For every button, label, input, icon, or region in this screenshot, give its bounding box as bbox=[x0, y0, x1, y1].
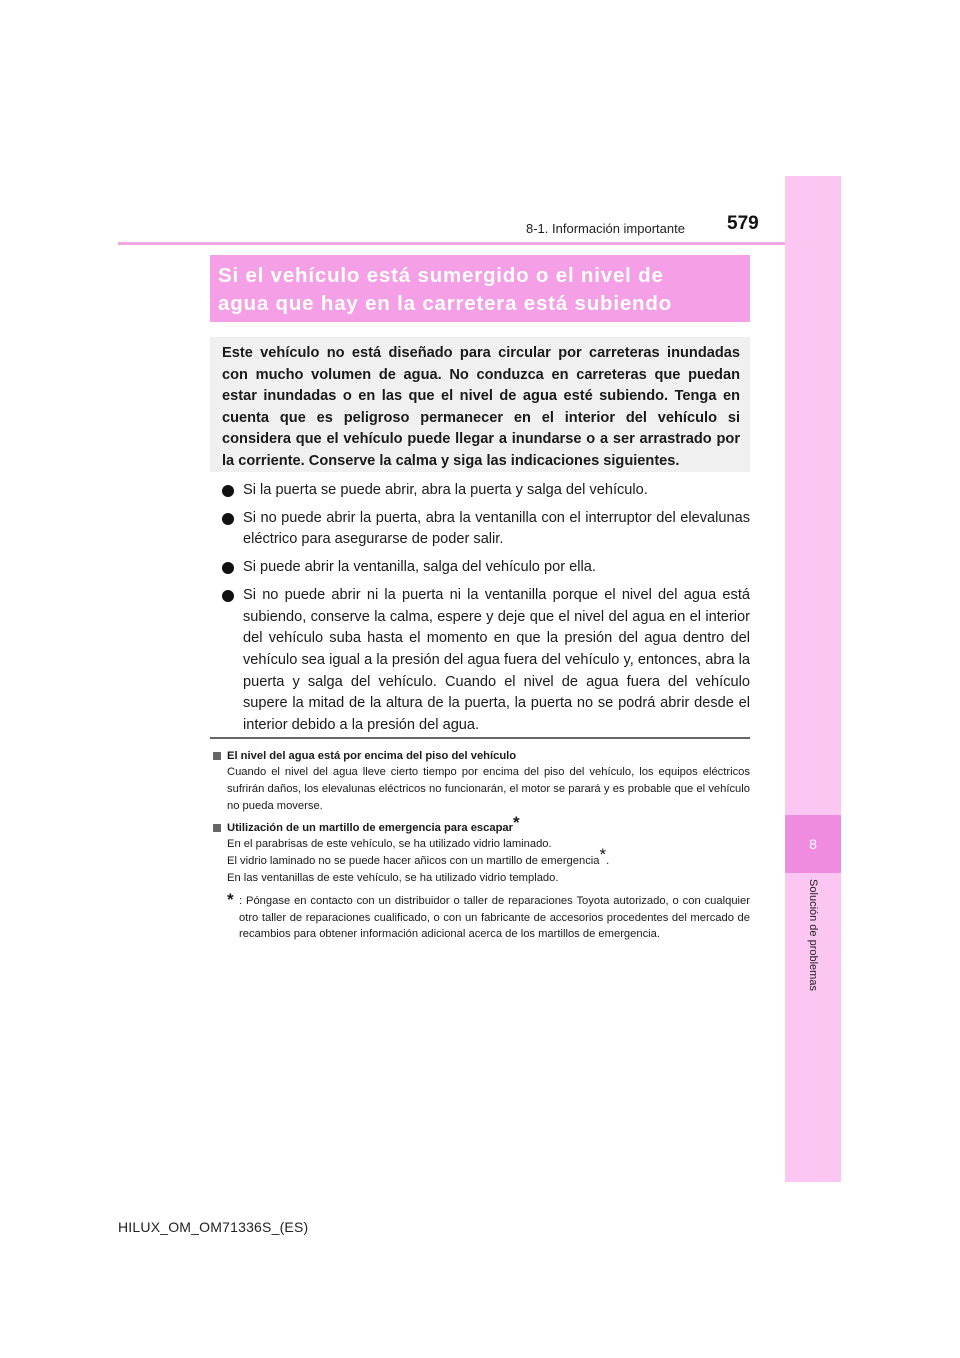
bullet-dot-icon bbox=[222, 485, 234, 497]
note-heading-text: Utilización de un martillo de emergencia para escapar bbox=[227, 822, 514, 835]
chapter-label: Solución de problemas bbox=[807, 879, 819, 991]
intro-text: Este vehículo no está diseñado para circular por carreteras inundadas con mucho volumen de agua. No conduzca en carreteras que puedan estar inundadas o en las que el nivel de agua esté subiendo. Tenga en cuenta que es peligroso permanecer en el interior del vehículo si considera que el vehículo puede llegar a inundarse o a ser arrastrado por la corriente. Conserve la calma y siga las indicaciones siguientes. bbox=[222, 345, 740, 469]
footnote-text: : Póngase en contacto con un distribuidor o taller de reparaciones Toyota autorizado, o con cualquier otro taller de reparaciones cualificado, o con un fabricante de accesorios procedentes del mercado de recambios para obtener información adicional acerca de los martillos de emergencia. bbox=[239, 894, 750, 941]
list-item bbox=[210, 508, 750, 551]
square-bullet-icon bbox=[213, 752, 221, 760]
section-title-line-1: Si el vehículo está sumergido o el nivel de bbox=[218, 264, 664, 287]
note-line-end: . bbox=[606, 855, 610, 868]
note-heading bbox=[210, 748, 750, 764]
footnote-asterisk: * bbox=[227, 889, 234, 909]
note-heading bbox=[210, 812, 750, 836]
note-line: En el parabrisas de este vehículo, se ha utilizado vidrio laminado. bbox=[227, 838, 552, 851]
list-item bbox=[210, 480, 750, 502]
page-number: 579 bbox=[727, 213, 759, 234]
list-item-text: Si no puede abrir ni la puerta ni la ventanilla porque el nivel del agua está subiendo, conserve la calma, espere y deje que el nivel del agua en el interior del vehículo suba hasta el momento en que la presión del agua dentro del vehículo sea igual a la presión del agua fuera del vehículo y, entonces, abra la puerta y salga del vehículo. Cuando el nivel de agua fuera del vehículo supere la mitad de la altura de la puerta, la puerta no se podrá abrir desde el interior debido a la presión del agua. bbox=[243, 586, 750, 734]
bullet-dot-icon bbox=[222, 513, 234, 525]
header-rule bbox=[118, 242, 785, 245]
note-body: Cuando el nivel del agua lleve cierto tiempo por encima del piso del vehículo, los equipos eléctricos sufrirán daños, los elevalunas eléctricos no funcionarán, el motor se parará y es probable que el vehículo no pueda moverse. bbox=[227, 766, 750, 812]
instruction-list bbox=[210, 480, 750, 743]
footnote bbox=[210, 889, 750, 943]
asterisk-mark: * bbox=[513, 812, 520, 832]
square-bullet-icon bbox=[213, 824, 221, 832]
side-tab bbox=[785, 176, 841, 1182]
note-line bbox=[227, 845, 750, 870]
list-item bbox=[210, 557, 750, 579]
asterisk-mark: * bbox=[599, 845, 607, 865]
list-item-text: Si la puerta se puede abrir, abra la puerta y salga del vehículo. bbox=[243, 482, 648, 498]
section-label: 8-1. Información importante bbox=[526, 221, 685, 236]
section-title-banner bbox=[210, 255, 750, 322]
notes-section bbox=[210, 748, 750, 943]
note-body bbox=[210, 836, 750, 886]
document-id: HILUX_OM_OM71336S_(ES) bbox=[118, 1219, 309, 1235]
chapter-number-tab: 8 bbox=[785, 815, 841, 873]
list-item bbox=[210, 585, 750, 737]
note-heading-text: El nivel del agua está por encima del piso del vehículo bbox=[227, 750, 517, 762]
bullet-dot-icon bbox=[222, 590, 234, 602]
content-divider bbox=[210, 737, 750, 739]
list-item-text: Si puede abrir la ventanilla, salga del vehículo por ella. bbox=[243, 559, 596, 576]
bullet-dot-icon bbox=[222, 562, 234, 574]
note-line: En las ventanillas de este vehículo, se ha utilizado vidrio templado. bbox=[227, 871, 559, 884]
list-item-text: Si no puede abrir la puerta, abra la ventanilla con el interruptor del elevalunas eléctrico para asegurarse de poder salir. bbox=[243, 509, 750, 548]
intro-box bbox=[210, 337, 750, 472]
note-line-text: El vidrio laminado no se puede hacer añicos con un martillo de emergencia bbox=[227, 855, 600, 868]
section-title-line-2: agua que hay en la carretera está subiendo bbox=[218, 292, 673, 315]
